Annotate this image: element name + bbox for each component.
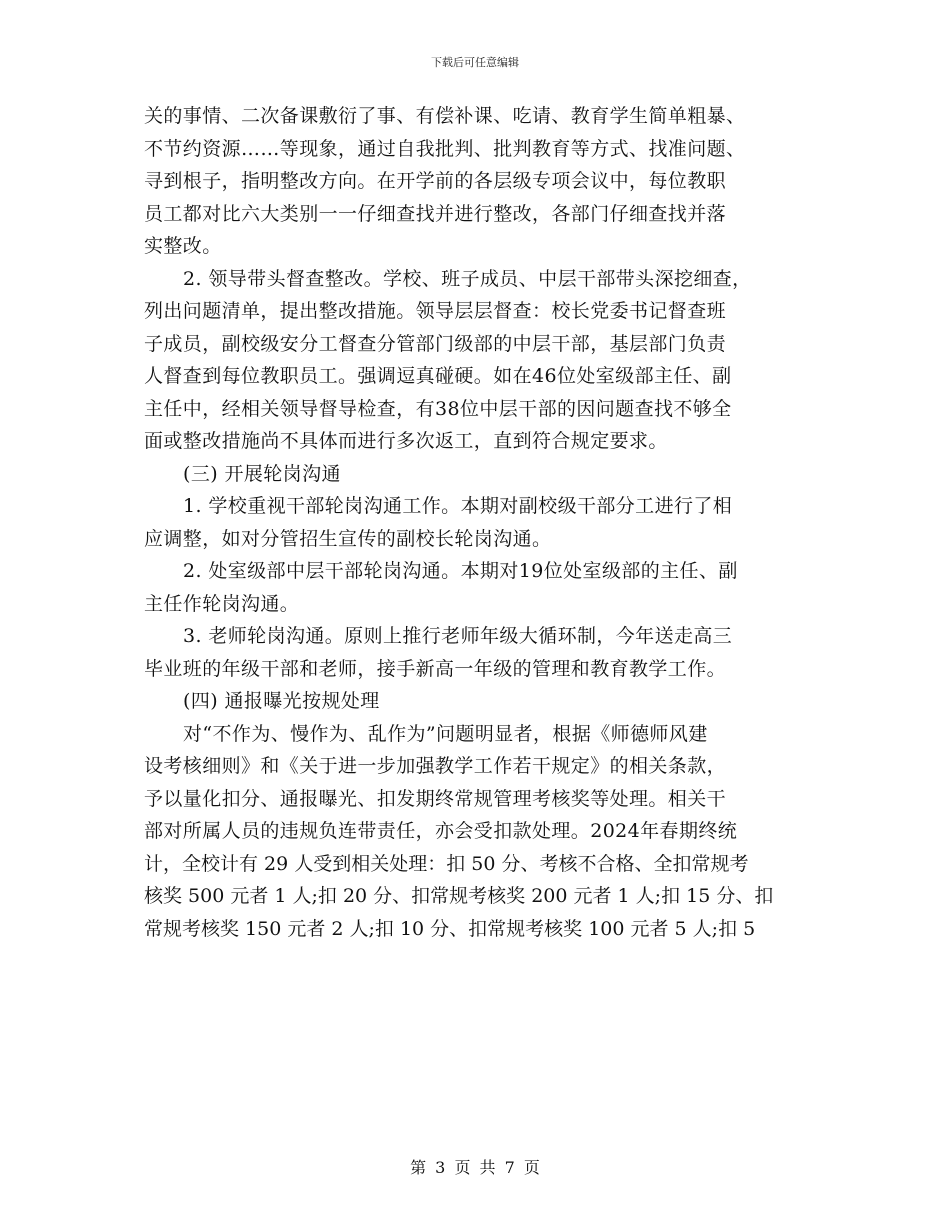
body-line: 设考核细则》和《关于进一步加强教学工作若干规定》的相关条款，	[144, 755, 727, 777]
body-line: 核奖 500 元者 1 人;扣 20 分、扣常规考核奖 200 元者 1 人;扣 15 分、扣	[144, 885, 774, 907]
paragraph-start: 3. 老师轮岗沟通。原则上推行老师年级大循环制，今年送走高三	[183, 625, 733, 647]
body-line: 主任中，经相关领导督导检查，有38位中层干部的因问题查找不够全	[144, 397, 732, 420]
page-number-footer: 第 3 页 共 7 页	[410, 1158, 540, 1177]
section-heading: (三) 开展轮岗沟通	[183, 462, 341, 485]
section-heading: (四) 通报曝光按规处理	[183, 690, 380, 712]
body-line: 实整改。	[144, 235, 222, 257]
body-line: 员工都对比六大类别一一仔细查找并进行整改，各部门仔细查找并落	[144, 202, 727, 225]
body-line: 人督查到每位教职员工。强调逗真碰硬。如在46位处室级部主任、副	[144, 365, 732, 387]
paragraph-start: 1. 学校重视干部轮岗沟通工作。本期对副校级干部分工进行了相	[183, 495, 733, 517]
body-line: 子成员，副校级安分工督查分管部门级部的中层干部，基层部门负责	[144, 332, 727, 355]
paragraph-start: 对“不作为、慢作为、乱作为”问题明显者，根据《师德师风建	[183, 722, 708, 745]
body-line: 部对所属人员的违规负连带责任，亦会受扣款处理。2024年春期终统	[144, 820, 738, 842]
body-line: 关的事情、二次备课敷衍了事、有偿补课、吃请、教育学生简单粗暴、	[144, 105, 746, 127]
body-line: 计，全校计有 29 人受到相关处理：扣 50 分、考核不合格、全扣常规考	[144, 852, 749, 875]
body-line: 毕业班的年级干部和老师，接手新高一年级的管理和教育教学工作。	[144, 657, 727, 680]
body-line: 常规考核奖 150 元者 2 人;扣 10 分、扣常规考核奖 100 元者 5 人;扣 5	[144, 917, 756, 940]
body-line: 面或整改措施尚不具体而进行多次返工，直到符合规定要求。	[144, 430, 668, 452]
body-line: 应调整，如对分管招生宣传的副校长轮岗沟通。	[144, 527, 552, 550]
body-line: 予以量化扣分、通报曝光、扣发期终常规管理考核奖等处理。相关干	[144, 787, 727, 810]
page-header: 下载后可任意编辑	[431, 56, 519, 69]
document-body	[144, 100, 814, 945]
paragraph-start: 2. 处室级部中层干部轮岗沟通。本期对19位处室级部的主任、副	[183, 560, 738, 582]
body-line: 不节约资源……等现象，通过自我批判、批判教育等方式、找准问题、	[144, 137, 746, 160]
paragraph-start: 2. 领导带头督查整改。学校、班子成员、中层干部带头深挖细查，	[183, 267, 752, 290]
body-line: 列出问题清单，提出整改措施。领导层层督查：校长党委书记督查班	[144, 300, 727, 322]
body-line: 寻到根子，指明整改方向。在开学前的各层级专项会议中，每位教职	[144, 170, 727, 192]
body-line: 主任作轮岗沟通。	[144, 592, 300, 615]
